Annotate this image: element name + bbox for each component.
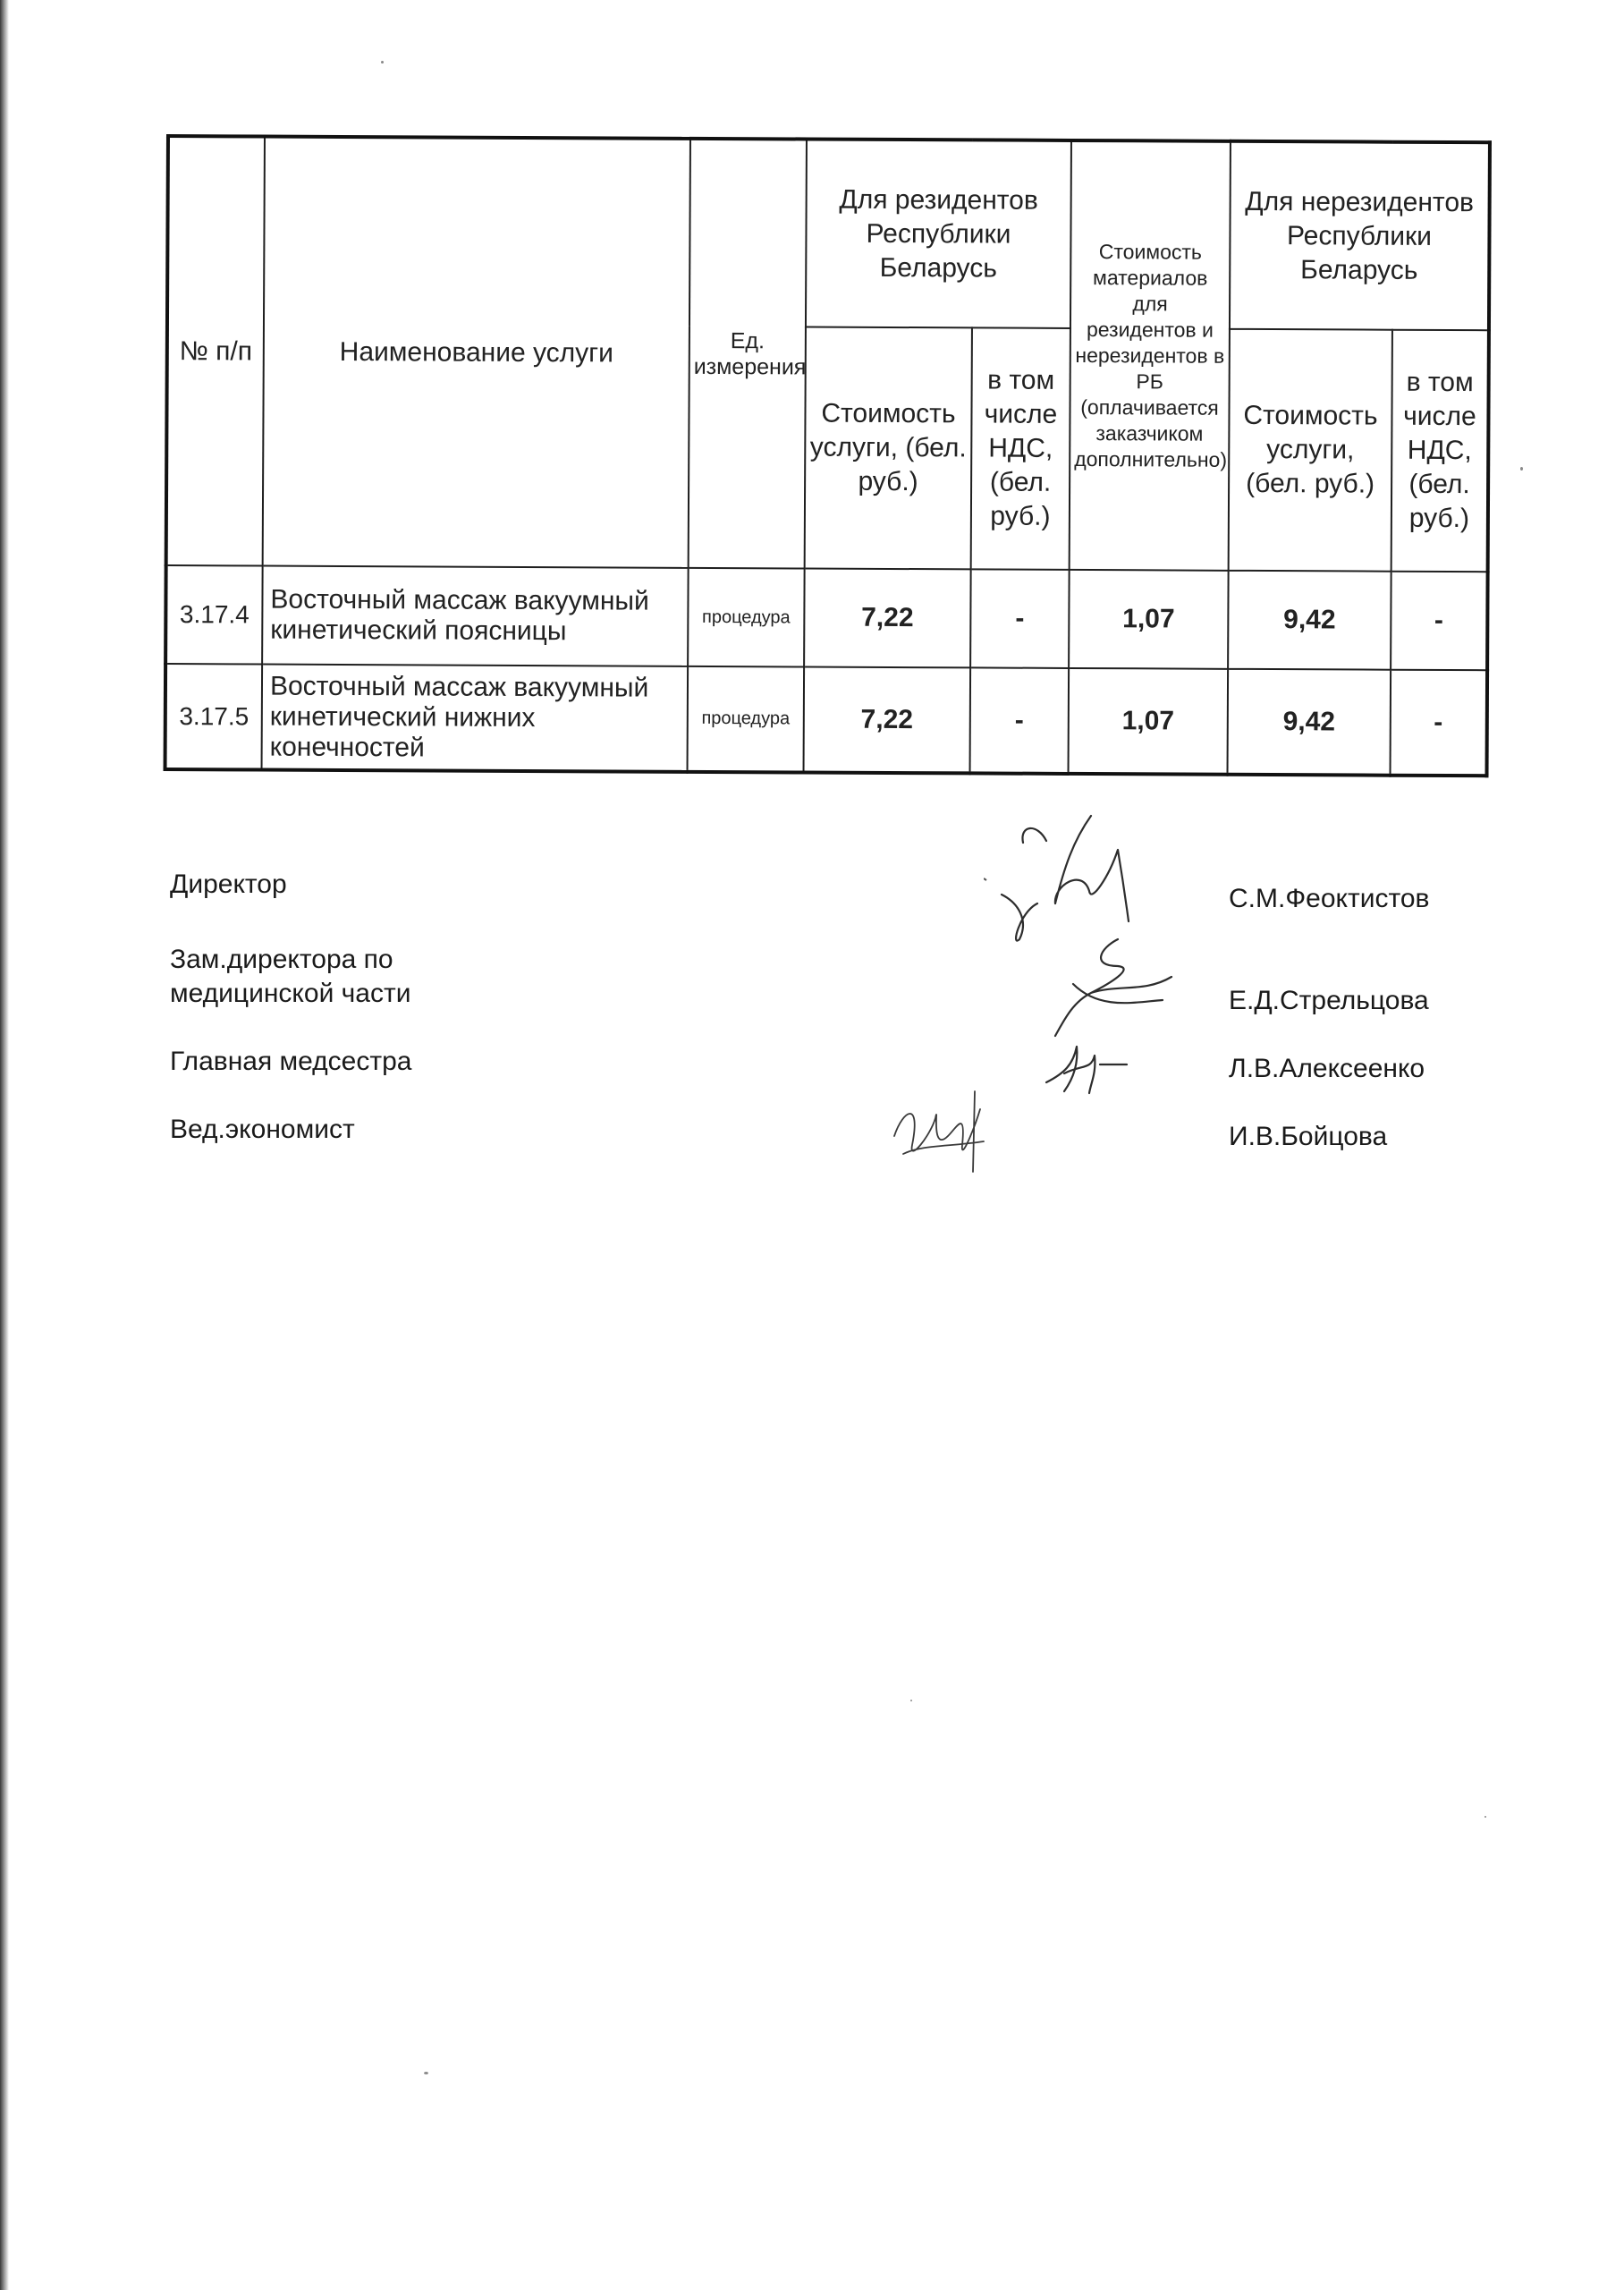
position-economist: Вед.экономист — [170, 1115, 355, 1144]
header-num: № п/п — [166, 136, 265, 566]
row-materials: 1,07 — [1069, 570, 1229, 669]
header-name: Наименование услуги — [263, 137, 690, 568]
row-nonres-cost: 9,42 — [1228, 571, 1391, 670]
header-nonres-vat: в том числе НДС, (бел. руб.) — [1391, 330, 1489, 572]
header-nonresidents-group: Для нерезидентов Республики Беларусь — [1230, 141, 1490, 330]
scan-edge-shadow — [0, 0, 9, 2290]
row-materials: 1,07 — [1069, 668, 1229, 775]
row-res-cost: 7,22 — [804, 666, 971, 773]
row-unit: процедура — [688, 666, 805, 773]
price-table — [164, 134, 1492, 777]
row-service-name: Восточный массаж вакуумный кинетический поясницы — [262, 566, 689, 666]
economist-signature — [876, 1073, 1002, 1181]
row-unit: процедура — [688, 568, 805, 667]
row-num: 3.17.5 — [165, 664, 263, 770]
table-row — [165, 565, 1488, 670]
header-res-vat: в том числе НДС, (бел. руб.) — [971, 327, 1070, 570]
signatures-block — [170, 868, 1511, 1190]
header-res-cost: Стоимость услуги, (бел. руб.) — [805, 327, 972, 569]
name-economist: И.В.Бойцова — [1229, 1122, 1388, 1151]
scan-speck — [424, 2072, 428, 2074]
name-director: С.М.Феоктистов — [1229, 884, 1430, 913]
row-nonres-vat: - — [1391, 670, 1488, 776]
head-nurse-signature — [1037, 1038, 1163, 1100]
scan-speck — [1520, 467, 1523, 471]
deputy-director-signature — [1037, 930, 1198, 1038]
name-head-nurse: Л.В.Алексеенко — [1229, 1054, 1425, 1083]
row-nonres-vat: - — [1391, 572, 1488, 671]
header-materials: Стоимость материалов для резидентов и нерезидентов в РБ (оплачивается заказчиком дополнительно) — [1070, 140, 1231, 571]
table-row — [165, 664, 1488, 776]
scan-speck — [381, 61, 384, 64]
header-nonres-cost: Стоимость услуги, (бел. руб.) — [1229, 329, 1392, 572]
position-director: Директор — [170, 869, 287, 899]
scan-speck — [910, 1700, 912, 1701]
name-deputy-director: Е.Д.Стрельцова — [1229, 986, 1429, 1015]
row-res-cost: 7,22 — [804, 568, 971, 667]
header-unit: Ед. измерения — [689, 139, 807, 569]
row-res-vat: - — [970, 569, 1070, 668]
row-res-vat: - — [970, 667, 1070, 774]
position-deputy-director: Зам.директора по медицинской части — [170, 945, 411, 1008]
position-head-nurse: Главная медсестра — [170, 1047, 412, 1076]
header-row-top — [167, 136, 1490, 330]
scan-speck — [1484, 1816, 1486, 1818]
row-nonres-cost: 9,42 — [1228, 669, 1391, 776]
row-num: 3.17.4 — [165, 565, 263, 665]
header-residents-group: Для резидентов Республики Беларусь — [806, 139, 1071, 327]
row-service-name: Восточный массаж вакуумный кинетический нижних конечностей — [262, 665, 689, 772]
